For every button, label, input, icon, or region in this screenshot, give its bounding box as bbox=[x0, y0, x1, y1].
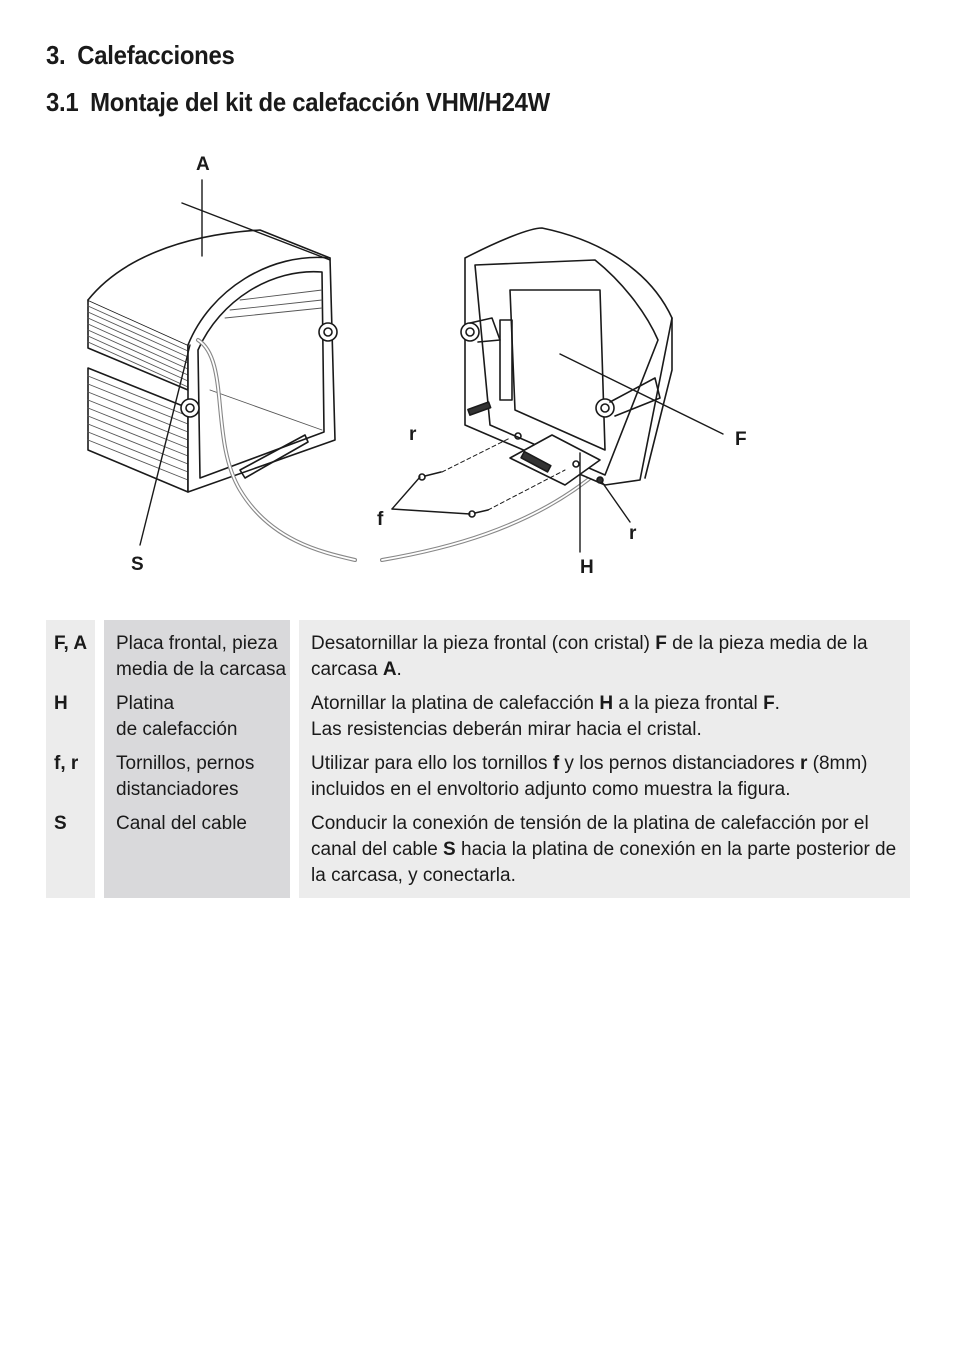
parts-table bbox=[46, 620, 910, 898]
assembly-figure bbox=[60, 140, 760, 590]
screw-f-1 bbox=[419, 472, 441, 480]
row-description: Atornillar la platina de calefacción H a la pieza frontal F. Las resistencias deberán mirar hacia el cristal. bbox=[311, 693, 780, 740]
subsection-number: 3.1 bbox=[46, 87, 79, 117]
label-f: f bbox=[377, 509, 384, 530]
row-description: Utilizar para ello los tornillos f y los pernos distanciadores r (8mm) incluidos en el envoltorio adjunto como muestra la figura. bbox=[311, 753, 868, 800]
screw-f-2 bbox=[469, 510, 488, 517]
row-term: Tornillos, pernos distanciadores bbox=[116, 753, 255, 800]
row-term: Platina de calefacción bbox=[116, 693, 238, 740]
row-key: S bbox=[54, 813, 67, 834]
row-term: Placa frontal, pieza media de la carcasa bbox=[116, 633, 287, 680]
label-A: A bbox=[196, 154, 210, 175]
subsection-heading bbox=[46, 87, 550, 118]
section-heading bbox=[46, 40, 235, 71]
section-title: Calefacciones bbox=[77, 40, 235, 70]
section-number: 3. bbox=[46, 40, 66, 70]
label-S: S bbox=[131, 554, 144, 575]
row-description: Conducir la conexión de tensión de la platina de calefacción por el canal del cable S hacia la platina de conexión en la parte posterior de la carcasa, y conectarla. bbox=[311, 813, 897, 886]
row-key: H bbox=[54, 693, 68, 714]
label-F: F bbox=[735, 429, 747, 450]
row-key: f, r bbox=[54, 753, 79, 774]
row-description: Desatornillar la pieza frontal (con cristal) F de la pieza media de la carcasa A. bbox=[311, 633, 868, 680]
subsection-title: Montaje del kit de calefacción VHM/H24W bbox=[90, 87, 550, 117]
row-term: Canal del cable bbox=[116, 813, 247, 834]
row-key: F, A bbox=[54, 633, 88, 654]
label-r-bottom: r bbox=[629, 523, 637, 544]
label-r-top: r bbox=[409, 424, 417, 445]
label-H: H bbox=[580, 557, 594, 578]
